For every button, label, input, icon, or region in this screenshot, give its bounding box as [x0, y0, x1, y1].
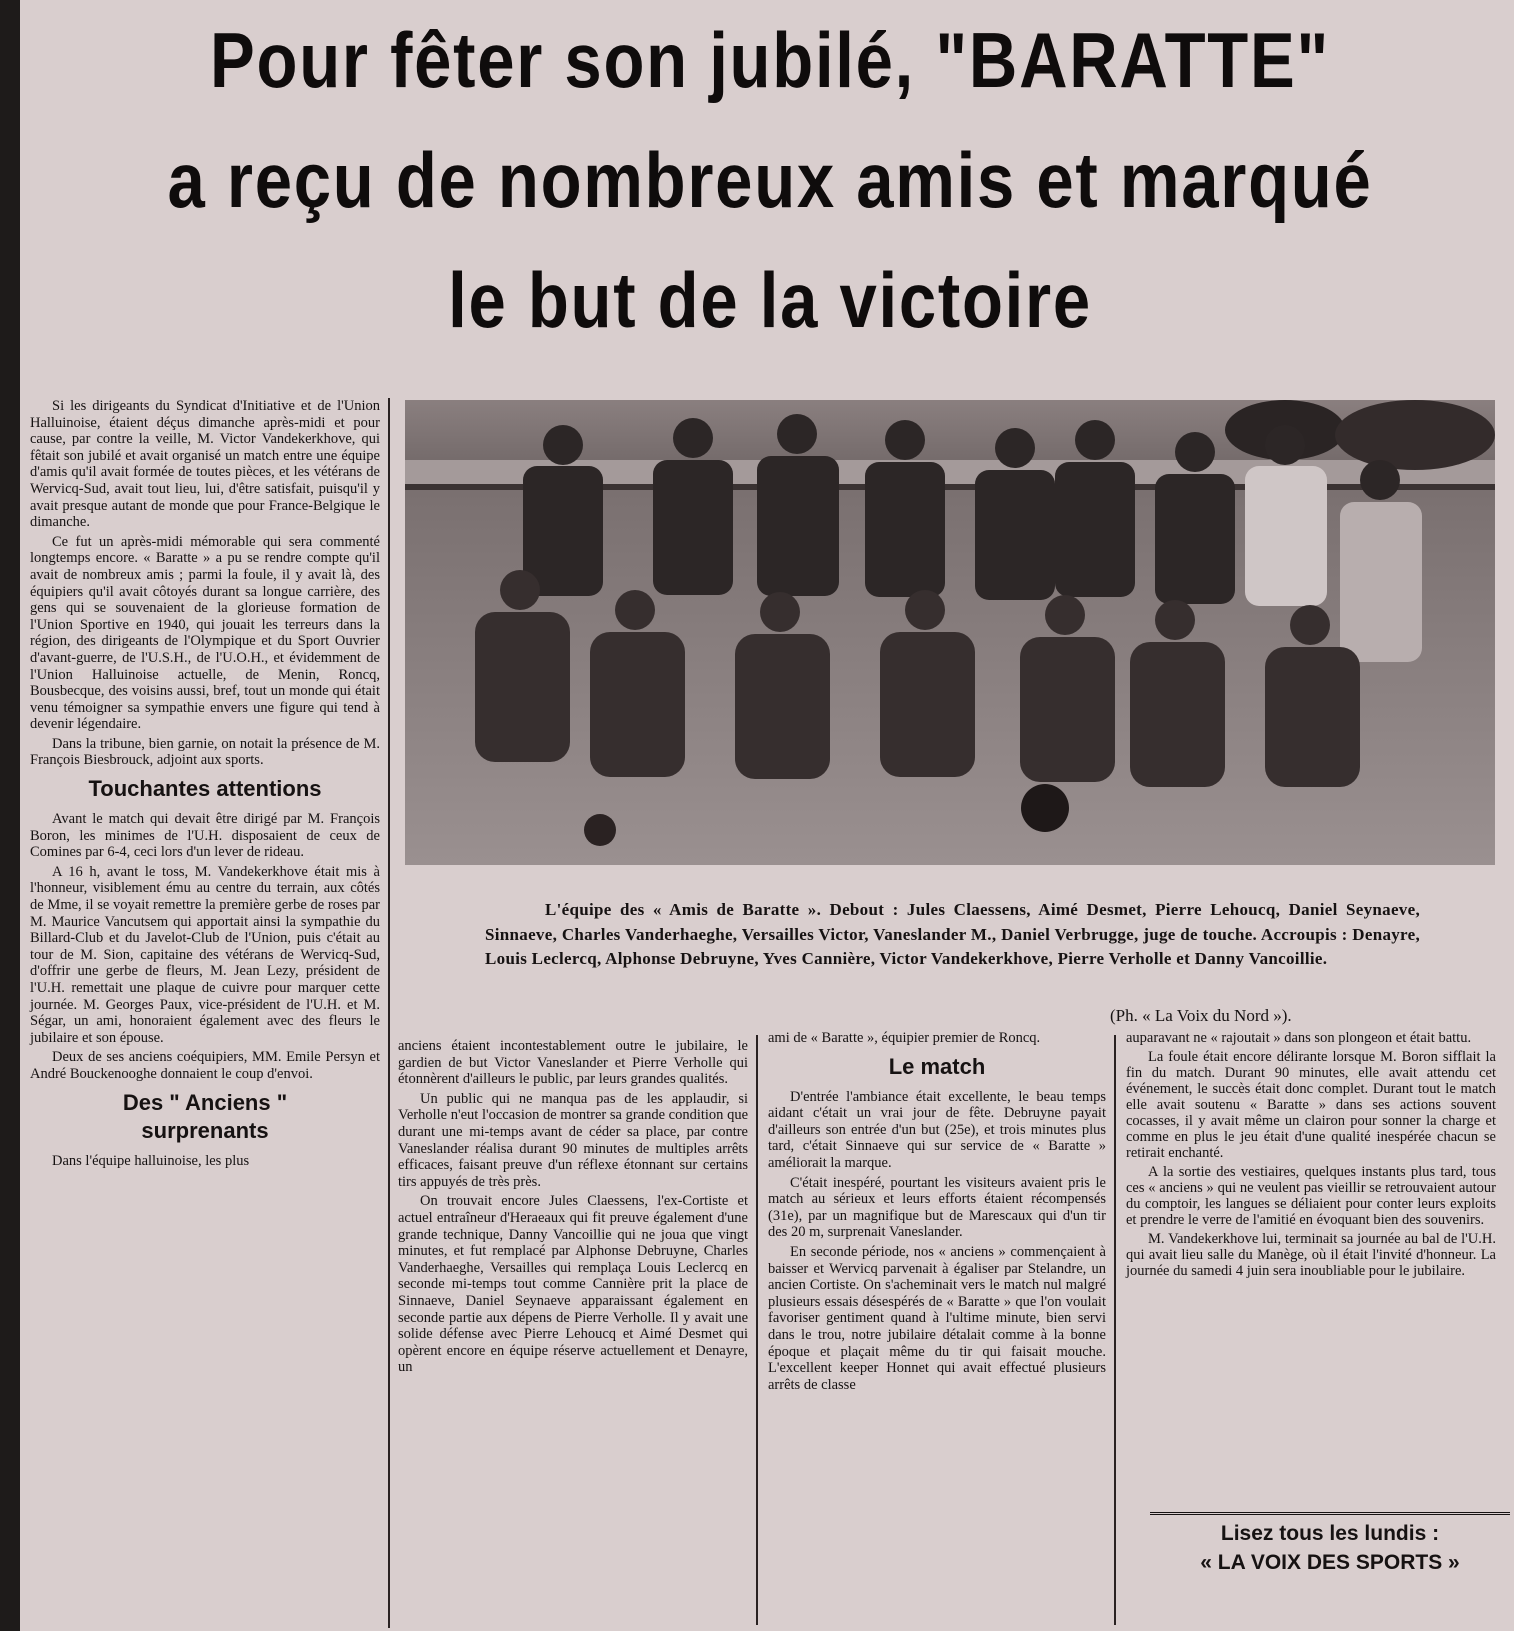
newspaper-clipping [20, 0, 1514, 1631]
column-rule [756, 1035, 758, 1625]
column-3-paragraph: En seconde période, nos « anciens » commençaient à baisser et Wervicq parvenait à égaliser par Stelandre, un ancien Cortiste. On s'acheminait vers le match nul malgré plusieurs essais désespérés de « Baratte » que l'on voulait favoriser gentiment quand à l'ultime minute, bien servi dans le trou, notre jubilaire détalait comme à la bonne époque et plaçait même du tir qui faisait mouche. L'excellent keeper Honnet qui avait effectué plusieurs arrêts de classe [768, 1243, 1106, 1393]
team-photo-image [405, 400, 1495, 865]
photo-credit: (Ph. « La Voix du Nord »). [1110, 1006, 1292, 1025]
column-3 [768, 1030, 1106, 1396]
headline-line-2: a reçu de nombreux amis et marqué [167, 136, 1373, 224]
column-2-paragraph: Un public qui ne manqua pas de les applaudir, si Verholle n'eut l'occasion de montrer sa grande condition que durant une mi-temps avant de céder sa place, par contre Vaneslander réalisa durant 90 minutes de multiples arrêts efficaces, faisant preuve d'un réflexe étonnant sur certains tirs appuyés de très près. [398, 1090, 748, 1190]
column-rule [388, 398, 390, 1628]
caption-text: L'équipe des « Amis de Baratte ». Debout : Jules Claessens, Aimé Desmet, Pierre Lehoucq, Daniel Seynaeve, Sinnaeve, Charles Vanderhaeghe, Versailles Victor, Vaneslander M., Daniel Verbrugge, juge de touche. Accroupis : Denayre, Louis Leclercq, Alphonse Debruyne, Yves Cannière, Victor Vandekerkhove, Pierre Verholle et Danny Vancoillie. [485, 900, 1420, 968]
promo-box [1150, 1512, 1510, 1577]
column-3-paragraph: C'était inespéré, pourtant les visiteurs avaient pris le match au sérieux et leurs efforts étaient récompensés (31e), par un magnifique but de Marescaux qui d'un tir des 20 m, surprenait Vaneslander. [768, 1174, 1106, 1241]
column-1-paragraph: Ce fut un après-midi mémorable qui sera commenté longtemps encore. « Baratte » a pu se rendre compte qu'il avait de nombreux amis ; parmi la foule, il y avait là, des équipiers qu'il avait côtoyés durant sa longue carrière, des gens qui se souvenaient de la glorieuse formation de l'Union Sportive en 1940, qui jouait les terreurs dans la région, des dirigeants de l'Olympique et du Sport Ouvrier d'avant-guerre, de l'U.S.H., de l'U.O.H., et évidemment de l'Union Halluinoise actuelle, de Menin, Roncq, Bousbecque, des voisins aussi, bref, tout un monde qui était venu témoigner sa sympathie envers une figure qui tend à devenir légendaire. [30, 533, 380, 733]
photo-caption [485, 898, 1420, 972]
column-1-paragraph: Avant le match qui devait être dirigé par M. François Boron, les minimes de l'U.H. disposaient de ceux de Comines par 6-4, ceci lors d'un lever de rideau. [30, 811, 380, 861]
column-3-paragraph: ami de « Baratte », équipier premier de Roncq. [768, 1030, 1041, 1046]
column-1-paragraph: Dans l'équipe halluinoise, les plus [52, 1152, 250, 1169]
headline-line-1: Pour fêter son jubilé, "BARATTE" [210, 16, 1330, 104]
column-1-paragraph: Deux de ses anciens coéquipiers, MM. Emile Persyn et André Bouckenooghe donnaient le coup d'envoi. [30, 1049, 380, 1082]
column-2 [398, 1038, 748, 1379]
column-3-paragraph: D'entrée l'ambiance était excellente, le beau temps aidant c'était un vrai jour de fête. Debruyne payait d'ailleurs son entrée d'un but (25e), et trois minutes plus tard, c'était Sinnaeve qui sur service de « Baratte » améliorait la marque. [768, 1088, 1106, 1171]
column-1-paragraph: A 16 h, avant le toss, M. Vandekerkhove était mis à l'honneur, visiblement ému au centre du terrain, aux côtés de Mme, il se voyait remettre la première gerbe de roses par M. Maurice Vancutsem qui apportait ainsi la sympathie du Billard-Club et du Javelot-Club de l'Union, puis c'était au tour de M. Sion, capitaine des vétérans de Wervicq-Sud, d'offrir une gerbe de fleurs, M. Jean Lezy, président de l'U.H. remettait une plaque de cuivre pour marquer cette journée. M. Georges Paux, vice-président de l'U.H. et M. Ségar, un ami, honoraient également avec des fleurs le jubilaire et son épouse. [30, 863, 380, 1046]
column-1-paragraph: Dans la tribune, bien garnie, on notait la présence de M. François Biesbrouck, adjoint aux sports. [30, 735, 380, 769]
promo-line-1: Lisez tous les lundis : [1220, 1522, 1440, 1545]
column-4-paragraph: A la sortie des vestiaires, quelques instants plus tard, tous ces « anciens » qui ne veulent pas vieillir se retrouvaient autour du comptoir, les langues se déliaient pour conter leurs exploits et prendre le verre de l'amitié en évoquant bien des souvenirs. [1126, 1164, 1496, 1228]
column-4 [1126, 1030, 1496, 1282]
promo-line-2: « LA VOIX DES SPORTS » [1200, 1551, 1460, 1574]
headline [60, 0, 1480, 360]
column-4-paragraph: La foule était encore délirante lorsque M. Boron sifflait la fin du match. Durant 90 minutes, elle avait attendu cet événement, le succès était donc complet. Durant tout le match elle avait soutenu « Baratte » dans ses actions souvent cocasses, il y avait même un clairon pour sonner la charge et comme en plus le jeu était d'une qualité inespérée chacun se retirait enchanté. [1126, 1049, 1496, 1161]
column-4-paragraph: M. Vandekerkhove lui, terminait sa journée au bal de l'U.H. qui avait lieu salle du Manège, où il était l'invité d'honneur. La journée du samedi 4 juin sera inoubliable pour le jubilaire. [1126, 1231, 1496, 1279]
headline-line-3: le but de la victoire [448, 256, 1092, 344]
column-2-paragraph: anciens étaient incontestablement outre le jubilaire, le gardien de but Victor Vaneslander et Pierre Verholle qui étonnèrent d'ailleurs le public, par leurs grandes qualités. [398, 1038, 748, 1088]
column-4-paragraph: auparavant ne « rajoutait » dans son plongeon et était battu. [1126, 1030, 1472, 1046]
team-photograph [405, 400, 1495, 865]
subheading-le-match: Le match [888, 1053, 986, 1079]
column-rule [1114, 1035, 1116, 1625]
column-1 [30, 398, 380, 1172]
column-1-paragraph: Si les dirigeants du Syndicat d'Initiative et de l'Union Halluinoise, étaient déçus dimanche après-midi et pour cause, par contre la veille, M. Victor Vandekerkhove, qui fêtait son jubilé et avait organisé un match entre une équipe d'amis qu'il avait formée de toutes pièces, et les vétérans de Wervicq-Sud, avait tout lieu, lui, d'être satisfait, puisqu'il y avait presque autant de monde que pour France-Belgique le dimanche. [30, 398, 380, 531]
subheading-anciens-surprenants: Des " Anciens " surprenants [122, 1089, 288, 1143]
subheading-touchantes-attentions: Touchantes attentions [88, 776, 322, 802]
column-2-paragraph: On trouvait encore Jules Claessens, l'ex-Cortiste et actuel entraîneur d'Heraeaux qui fit preuve également d'une grande technique, Danny Vancoillie qui ne joua que vingt minutes, et fut remplacé par Alphonse Debruyne, Charles Vanderhaeghe, Versailles qui remplaça Louis Leclercq en seconde mi-temps tout comme Cannière prit la place de Sinnaeve, Daniel Seynaeve apparaissant également en seconde partie aux dépens de Pierre Verholle. Il y avait une solide défense avec Pierre Lehoucq et Aimé Desmet qui opèrent encore en équipe réserve actuellement et Denayre, un [398, 1193, 748, 1376]
